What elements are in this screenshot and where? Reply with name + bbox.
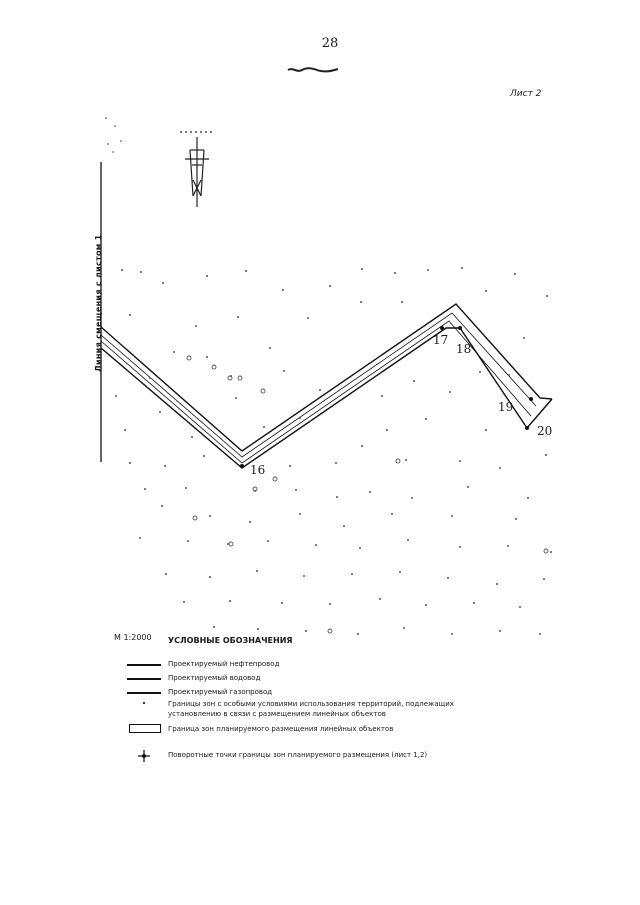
- point-label-20: 20: [537, 424, 553, 438]
- legend-title: УСЛОВНЫЕ ОБОЗНАЧЕНИЯ: [168, 636, 293, 645]
- legend-item-gas-pipeline: Проектируемый газопровод: [168, 688, 273, 696]
- point-label-18: 18: [456, 342, 472, 356]
- legend-item-oil-pipeline: Проектируемый нефтепровод: [168, 660, 280, 668]
- turning-point-markers: [240, 326, 533, 468]
- legend-item-water-pipeline: Проектируемый водовод: [168, 674, 261, 682]
- faint-marks: [105, 117, 122, 153]
- pipeline-centerlines: [101, 313, 536, 463]
- sheet-label: Лист 2: [510, 89, 542, 99]
- legend-water-pipeline-line: [127, 678, 161, 680]
- point-label-17: 17: [433, 333, 449, 347]
- legend-item-special-zones-cont: установлению в связи с размещением линейных объектов: [168, 710, 386, 718]
- legend-boundary-box-icon: [129, 724, 161, 733]
- legend-zone-dot-icon: [143, 702, 145, 704]
- legend-item-special-zones: Границы зон с особыми условиями использования территорий, подлежащих: [168, 700, 454, 708]
- corridor-boundary: [101, 304, 552, 468]
- point-label-19: 19: [498, 400, 514, 414]
- ring-markers: [187, 356, 548, 633]
- survey-marks: [115, 267, 552, 635]
- turning-point-marker-icon: [137, 749, 151, 763]
- map-scale: М 1:2000: [114, 633, 152, 642]
- legend-item-turning-points: Поворотные точки границы зон планируемого размещения (лист 1,2): [168, 751, 428, 759]
- legend-gas-pipeline-line: [127, 692, 161, 694]
- page-number: 28: [321, 36, 339, 51]
- legend-oil-pipeline-line: [127, 664, 161, 666]
- north-arrow-icon: [180, 132, 215, 207]
- offset-line-label: Линия смещения с листом 1: [94, 234, 103, 372]
- point-label-16: 16: [250, 463, 266, 477]
- legend-item-planned-zone: Граница зон планируемого размещения линейных объектов: [168, 725, 394, 733]
